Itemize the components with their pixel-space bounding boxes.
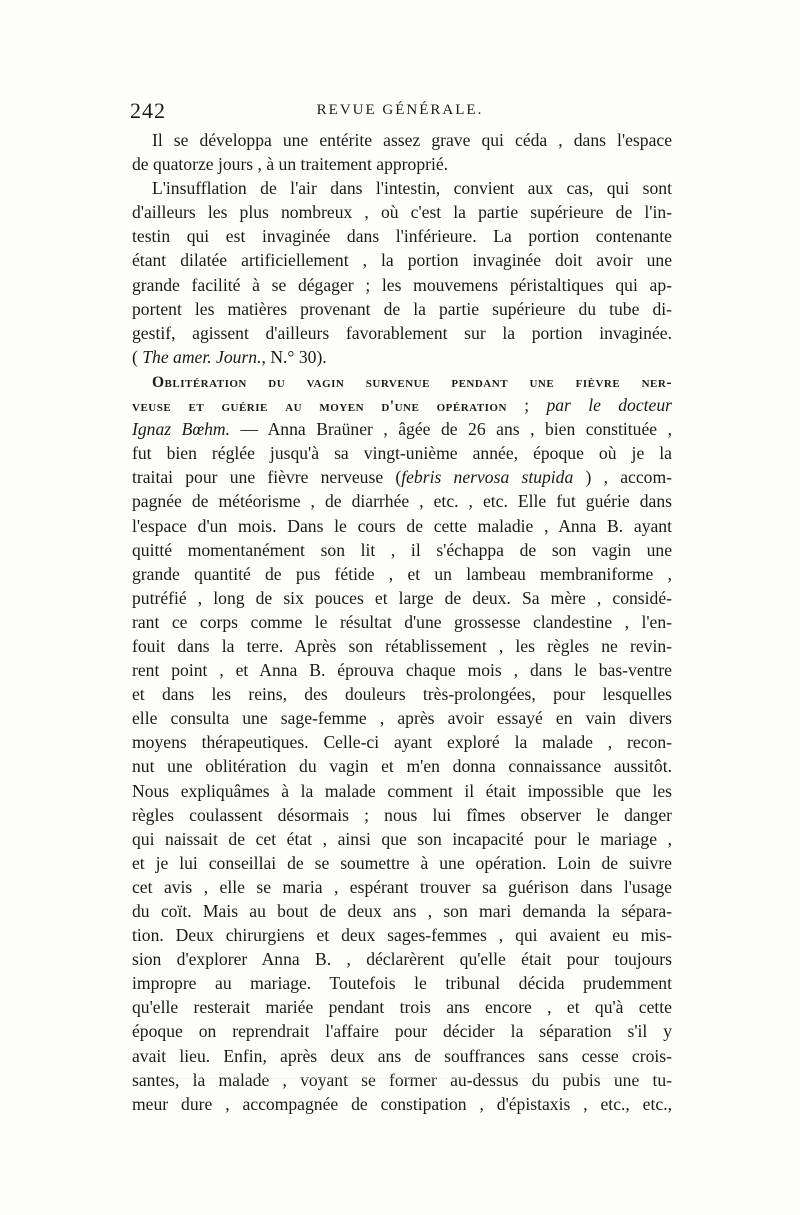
page-number: 242	[130, 98, 166, 123]
body-text-run: ;	[506, 395, 547, 416]
text-line	[132, 995, 672, 1019]
bleed-through-line	[160, 1078, 640, 1089]
body-text-run: pagnée de météorisme , de diarrhée , etc. , etc. Elle fut guérie dans	[132, 491, 672, 512]
text-line	[132, 610, 672, 634]
body-text-run: santes, la malade , voyant se former au-dessus du pubis une tu-	[132, 1069, 672, 1090]
text-line	[132, 465, 672, 489]
body-text-run: (	[132, 346, 143, 367]
text-line	[132, 538, 672, 562]
text-line	[132, 441, 672, 465]
running-title: REVUE GÉNÉRALE.	[316, 102, 484, 118]
body-text	[132, 128, 672, 1116]
section-heading: Oblitération du vagin survenue pendant une fièvre ner-	[152, 373, 672, 391]
text-line	[132, 393, 672, 417]
text-line	[132, 369, 672, 393]
body-text-run: grande facilité à se dégager ; les mouvemens péristaltiques qui ap-	[132, 274, 672, 295]
text-line	[132, 176, 672, 200]
text-line	[132, 899, 672, 923]
text-line	[132, 586, 672, 610]
text-line	[132, 779, 672, 803]
text-line	[132, 297, 672, 321]
body-text-run: sion d'explorer Anna B. , déclarèrent qu'elle était pour toujours	[132, 949, 672, 970]
body-text-run: rant ce corps comme le résultat d'une grossesse clandestine , l'en-	[132, 611, 672, 632]
body-text-run: testin qui est invaginée dans l'inférieure. La portion contenante	[132, 226, 672, 247]
body-text-run: fouit dans la terre. Après son rétablissement , les règles ne revin-	[132, 635, 672, 656]
body-text-run: règles coulassent désormais ; nous lui fîmes observer le danger	[132, 804, 672, 825]
text-line	[132, 827, 672, 851]
text-line	[132, 634, 672, 658]
italic-text: The amer. Journ.	[142, 346, 262, 367]
text-line	[132, 321, 672, 345]
text-line	[132, 248, 672, 272]
body-text-run: elle consulta une sage-femme , après avoir essayé en vain divers	[132, 708, 672, 729]
body-text-run: traitai pour une fièvre nerveuse (	[132, 467, 402, 488]
body-text-run: étant dilatée artificiellement , la portion invaginée doit avoir une	[132, 250, 672, 271]
body-text-run: portent les matières provenant de la partie supérieure du tube di-	[132, 298, 672, 319]
text-line	[132, 1044, 672, 1068]
body-text-run: nut une oblitération du vagin et m'en donna connaissance aussitôt.	[132, 756, 672, 777]
body-text-run: qu'elle resterait mariée pendant trois ans encore , et qu'à cette	[132, 997, 672, 1018]
body-text-run: époque on reprendrait l'affaire pour décider la séparation s'il y	[132, 1021, 672, 1042]
body-text-run: ) , accom-	[573, 467, 672, 488]
body-text-run: quitté momentanément son lit , il s'échappa de son vagin une	[132, 539, 672, 560]
body-text-run: et je lui conseillai de se soumettre à une opération. Loin de suivre	[132, 852, 672, 873]
text-line	[132, 754, 672, 778]
body-text-run: du coït. Mais au bout de deux ans , son mari demanda la sépara-	[132, 901, 672, 921]
italic-text: Ignaz Bœhm.	[132, 419, 230, 440]
body-text-run: gestif, agissent d'ailleurs favorablement sur la portion invaginée.	[132, 322, 672, 343]
body-text-run: grande quantité de pus fétide , et un lambeau membraniforme ,	[132, 563, 672, 584]
text-line	[132, 1092, 672, 1116]
text-line	[132, 128, 672, 152]
body-text-run: de quatorze jours , à un traitement approprié.	[132, 154, 449, 175]
text-line	[132, 345, 672, 369]
text-line	[132, 971, 672, 995]
text-line	[132, 200, 672, 224]
body-text-run: Il se développa une entérite assez grave qui céda , dans l'espace	[152, 130, 672, 150]
text-line	[132, 562, 672, 586]
body-text-run: avait lieu. Enfin, après deux ans de souffrances sans cesse crois-	[132, 1045, 672, 1066]
body-text-run: impropre au mariage. Toutefois le tribunal décida prudemment	[132, 973, 672, 994]
body-text-run: l'espace d'un mois. Dans le cours de cette maladie , Anna B. ayant	[132, 515, 672, 536]
text-line	[132, 658, 672, 682]
text-line	[132, 730, 672, 754]
body-text-run: tion. Deux chirurgiens et deux sages-femmes , qui avaient eu mis-	[132, 925, 672, 946]
body-text-run: qui naissait de cet état , ainsi que son incapacité pour le mariage ,	[132, 828, 672, 849]
running-head	[130, 98, 670, 124]
text-line	[132, 875, 672, 899]
text-line	[132, 706, 672, 730]
text-line	[132, 514, 672, 538]
text-line	[132, 851, 672, 875]
italic-text: par le docteur	[546, 395, 672, 416]
body-text-run: Nous expliquâmes à la malade comment il était impossible que les	[132, 780, 672, 801]
italic-text: febris nervosa stupida	[401, 467, 574, 488]
body-text-run: et dans les reins, des douleurs très-prolongées, pour lesquelles	[132, 684, 672, 705]
text-line	[132, 947, 672, 971]
text-line	[132, 1019, 672, 1043]
text-line	[132, 682, 672, 706]
body-text-run: rent point , et Anna B. éprouva chaque mois , dans le bas-ventre	[132, 660, 672, 681]
body-text-run: — Anna Braüner , âgée de 26 ans , bien constituée ,	[229, 419, 672, 440]
body-text-run: d'ailleurs les plus nombreux , où c'est la partie supérieure de l'in-	[132, 202, 672, 223]
text-line	[132, 224, 672, 248]
section-heading: veuse et guérie au moyen d'une opération	[132, 398, 507, 416]
body-text-run: putréfié , long de six pouces et large de deux. Sa mère , considé-	[132, 587, 672, 608]
text-line	[132, 273, 672, 297]
body-text-run: cet avis , elle se maria , espérant trouver sa guérison dans l'usage	[132, 876, 672, 897]
text-line	[132, 152, 672, 176]
text-line	[132, 417, 672, 441]
body-text-run: moyens thérapeutiques. Celle-ci ayant exploré la malade , recon-	[132, 732, 672, 753]
body-text-run: meur dure , accompagnée de constipation , d'épistaxis , etc., etc.,	[132, 1093, 672, 1114]
text-line	[132, 923, 672, 947]
body-text-run: fut bien réglée jusqu'à sa vingt-unième année, époque où je la	[132, 443, 672, 464]
body-text-run: , N.° 30).	[261, 346, 327, 367]
body-text-run: L'insufflation de l'air dans l'intestin, convient aux cas, qui sont	[152, 178, 672, 199]
text-line	[132, 489, 672, 513]
text-line	[132, 803, 672, 827]
